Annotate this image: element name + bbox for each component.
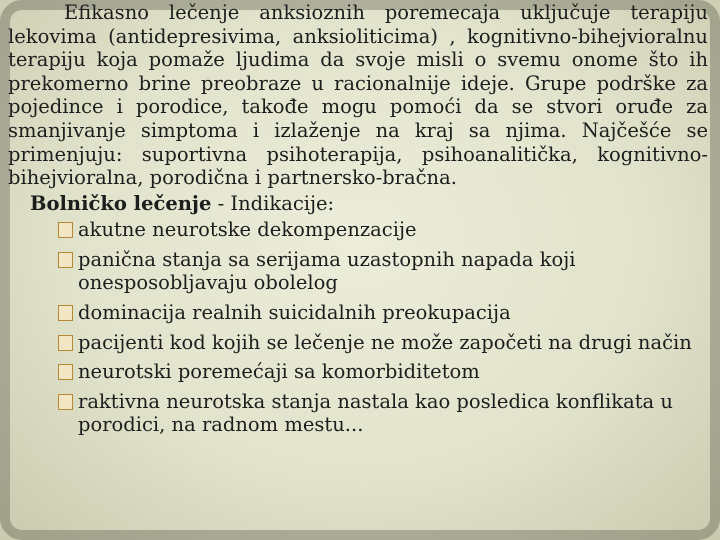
list-item-text: dominacija realnih suicidalnih preokupacija (78, 300, 511, 324)
list-item (8, 390, 708, 437)
list-item (8, 248, 708, 295)
list-item-text: akutne neurotske dekompenzacije (78, 218, 417, 242)
list-item-text: raktivna neurotska stanja nastala kao posledica konflikata u porodici, na radnom mestu... (78, 389, 673, 437)
indications-list (8, 218, 708, 436)
square-bullet-icon (58, 335, 73, 351)
section-heading-subtitle: - Indikacije: (211, 191, 335, 215)
square-bullet-icon (58, 222, 73, 238)
list-item (8, 218, 708, 241)
list-item-text: panična stanja sa serijama uzastopnih napada koji onesposobljavaju obolelog (78, 247, 576, 295)
slide-content (8, 0, 708, 443)
list-item-text: pacijenti kod kojih se lečenje ne može započeti na drugi način (78, 330, 692, 354)
list-item-text: neurotski poremećaji sa komorbiditetom (78, 360, 480, 384)
list-item (8, 301, 708, 324)
square-bullet-icon (58, 252, 73, 268)
section-heading-title: Bolničko lečenje (30, 191, 212, 215)
square-bullet-icon (58, 364, 73, 380)
section-heading (30, 192, 708, 216)
intro-paragraph: Efikasno lečenje anksioznih poremecaja uključuje terapiju lekovima (antidepresivima, anksioliticima) , kognitivno-bihejvioralnu terapiju koja pomaže ljudima da svoje misli o svemu onome što ih prekomerno brine preobraze u racionalnije ideje. Grupe podrške za pojedince i porodice, takođe mogu pomoći da se stvori oruđe za smanjivanje simptoma i izlaženje na kraj sa njima. Najčešće se primenjuju: suportivna psihoterapija, psihoanalitička, kognitivno-bihejvioralna, porodična i partnersko-bračna. (8, 1, 708, 190)
square-bullet-icon (58, 305, 73, 321)
list-item (8, 360, 708, 383)
square-bullet-icon (58, 394, 73, 410)
list-item (8, 331, 708, 354)
